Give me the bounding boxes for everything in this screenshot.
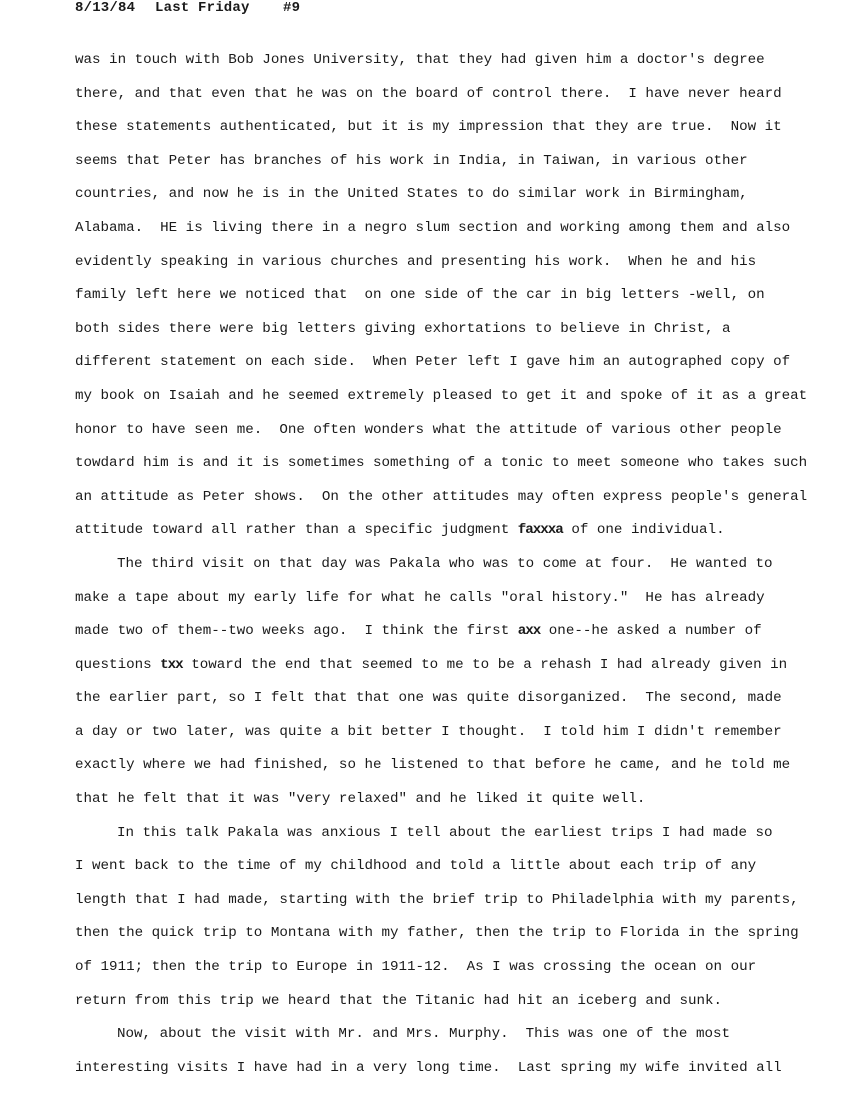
text-line: different statement on each side. When Peter left I gave him an autographed copy of — [75, 354, 791, 371]
text-line: return from this trip we heard that the Titanic had hit an iceberg and sunk. — [75, 992, 723, 1009]
paragraph-2 — [75, 548, 815, 817]
text-line: there, and that even that he was on the board of control there. I have never heard — [75, 85, 782, 102]
text-line — [75, 649, 815, 683]
text-line: a day or two later, was quite a bit better I thought. I told him I didn't remember — [75, 723, 782, 740]
text-line: interesting visits I have had in a very long time. Last spring my wife invited all — [75, 1059, 782, 1076]
paragraph-4 — [75, 1018, 815, 1085]
struck-out-text: txx — [160, 656, 183, 673]
text-line: both sides there were big letters giving exhortations to believe in Christ, a — [75, 320, 731, 337]
text-line: Alabama. HE is living there in a negro slum section and working among them and also — [75, 219, 791, 236]
text-line: these statements authenticated, but it is my impression that they are true. Now it — [75, 119, 782, 136]
line-text: of one individual. — [571, 522, 725, 539]
text-line: an attitude as Peter shows. On the other attitudes may often express people's general — [75, 488, 808, 505]
text-line: countries, and now he is in the United States to do similar work in Birmingham, — [75, 186, 748, 203]
text-line: make a tape about my early life for what he calls "oral history." He has already — [75, 589, 765, 606]
paragraph-1 — [75, 44, 815, 548]
text-line — [75, 514, 815, 548]
header-page-number: #9 — [283, 0, 301, 16]
text-line: In this talk Pakala was anxious I tell about the earliest trips I had made so — [117, 824, 773, 841]
text-line: then the quick trip to Montana with my father, then the trip to Florida in the spring — [75, 925, 799, 942]
text-line: of 1911; then the trip to Europe in 1911-12. As I was crossing the ocean on our — [75, 959, 757, 976]
text-line — [75, 615, 815, 649]
text-line: the earlier part, so I felt that that one was quite disorganized. The second, made — [75, 690, 782, 707]
header-title: Last Friday — [155, 0, 250, 16]
text-line: I went back to the time of my childhood and told a little about each trip of any — [75, 858, 757, 875]
line-text: attitude toward all rather than a specific judgment — [75, 522, 510, 539]
struck-out-text: axx — [517, 623, 541, 640]
text-line: my book on Isaiah and he seemed extremely pleased to get it and spoke of it as a great — [75, 387, 808, 404]
line-text: toward the end that seemed to me to be a rehash I had already given in — [191, 656, 788, 673]
text-line: that he felt that it was "very relaxed" and he liked it quite well. — [75, 791, 646, 808]
text-line: exactly where we had finished, so he listened to that before he came, and he told me — [75, 757, 791, 774]
body-text — [75, 44, 815, 1085]
page-header — [75, 0, 300, 16]
line-text: questions — [75, 656, 152, 673]
text-line: honor to have seen me. One often wonders what the attitude of various other people — [75, 421, 782, 438]
text-line: The third visit on that day was Pakala who was to come at four. He wanted to — [117, 555, 773, 572]
text-line: towdard him is and it is sometimes something of a tonic to meet someone who takes such — [75, 455, 808, 472]
text-line: length that I had made, starting with the brief trip to Philadelphia with my parents, — [75, 891, 799, 908]
paragraph-3 — [75, 817, 815, 1019]
struck-out-text: faxxxa — [517, 522, 563, 539]
text-line: Now, about the visit with Mr. and Mrs. Murphy. This was one of the most — [117, 1026, 730, 1043]
text-line: family left here we noticed that on one side of the car in big letters -well, on — [75, 287, 765, 304]
line-text: one--he asked a number of — [548, 623, 762, 640]
line-text: made two of them--two weeks ago. I think the first — [75, 623, 510, 640]
text-line: was in touch with Bob Jones University, that they had given him a doctor's degree — [75, 52, 765, 68]
text-line: seems that Peter has branches of his work in India, in Taiwan, in various other — [75, 152, 748, 169]
header-date: 8/13/84 — [75, 0, 136, 16]
text-line: evidently speaking in various churches and presenting his work. When he and his — [75, 253, 757, 270]
